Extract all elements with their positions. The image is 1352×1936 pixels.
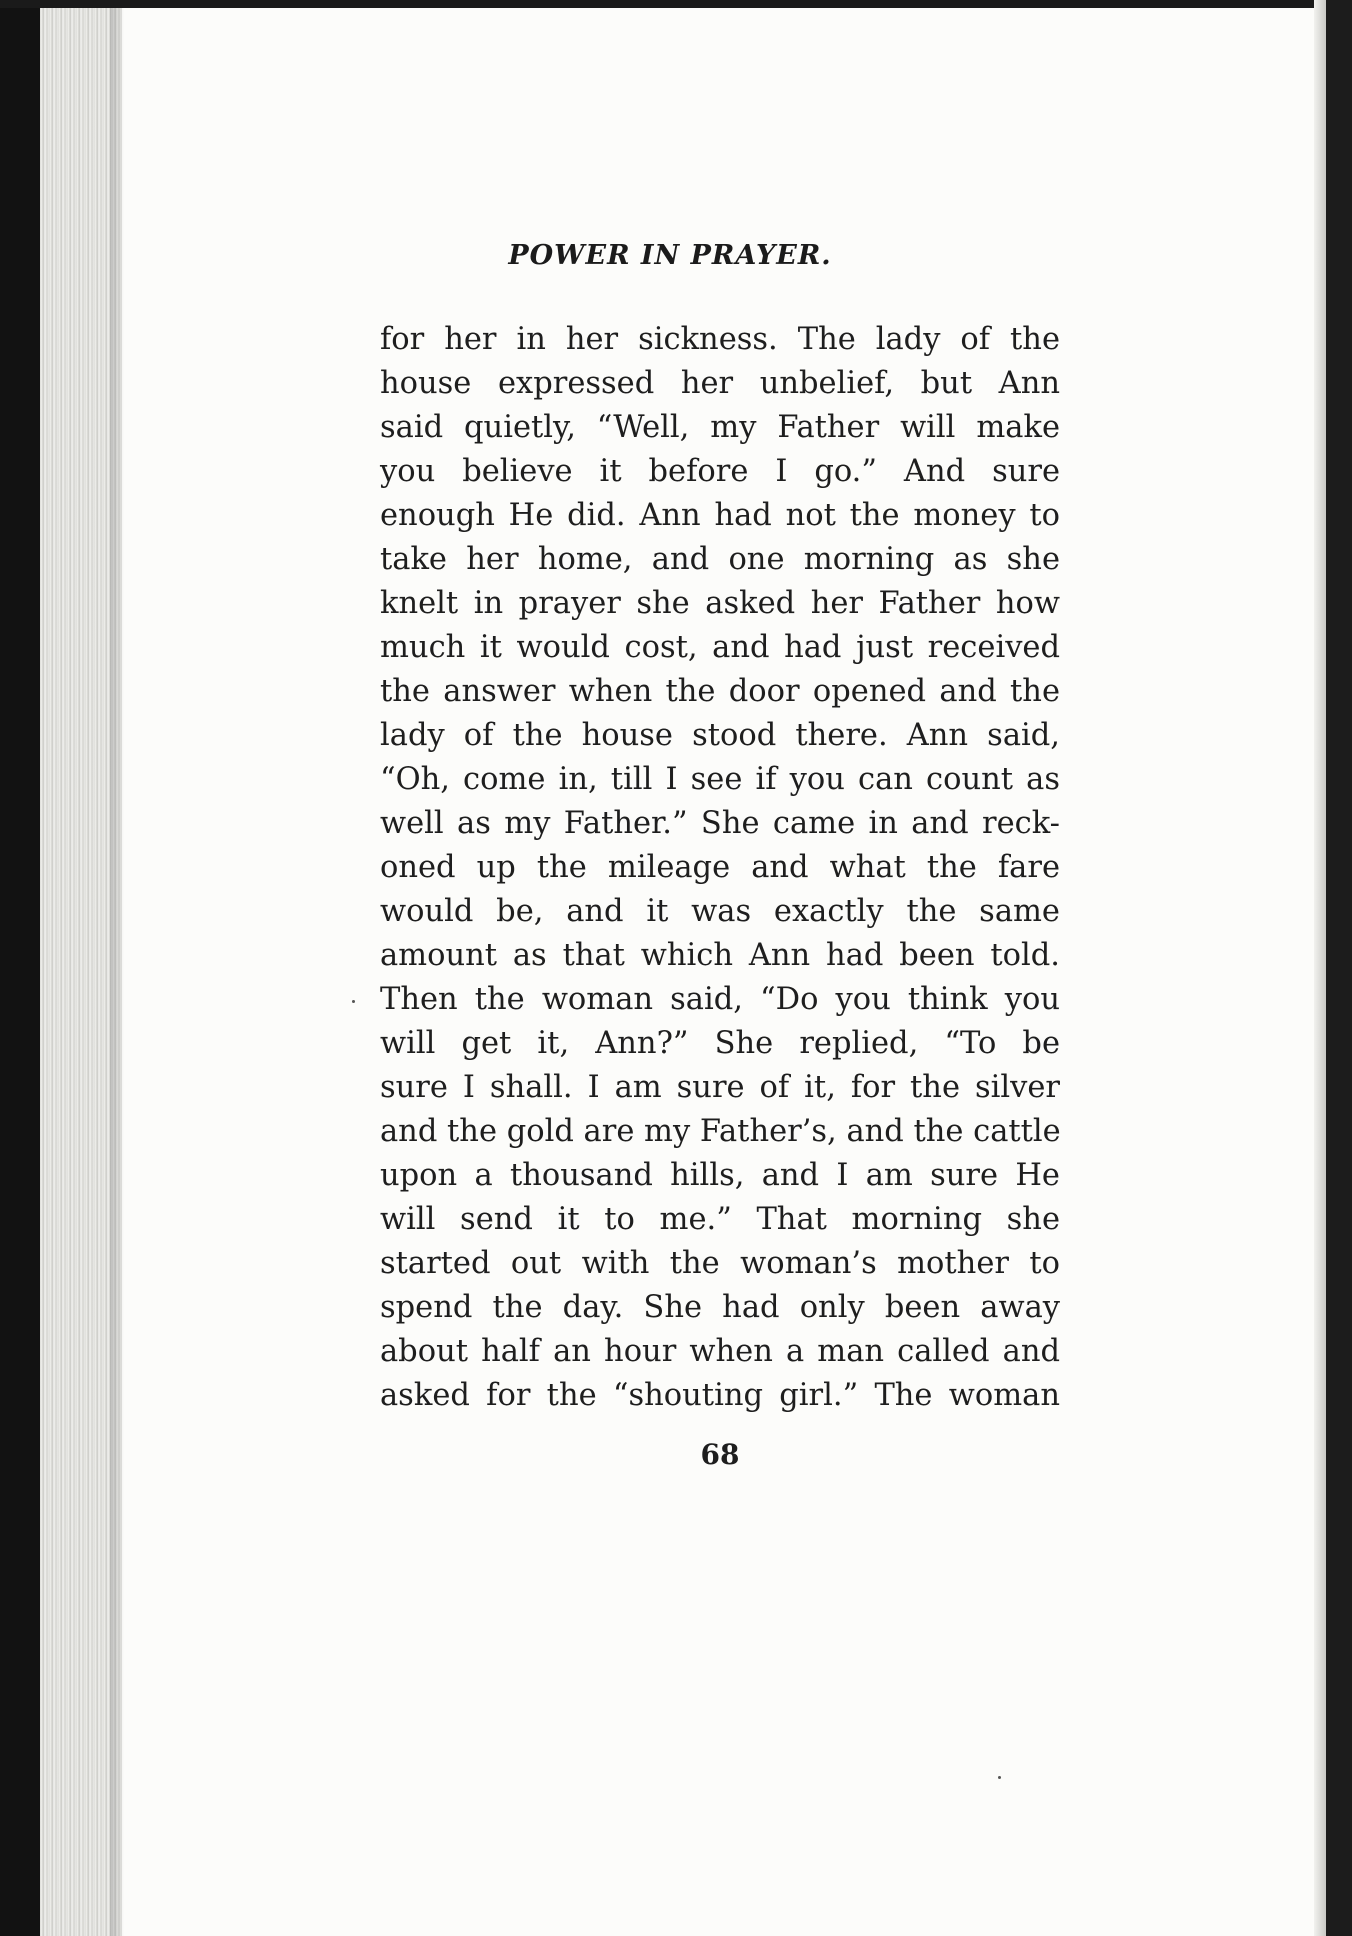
text-line: for her in her sickness. The lady of the [380, 322, 1060, 357]
right-border [1326, 0, 1352, 1936]
text-line: Then the woman said, “Do you think you [380, 982, 1060, 1017]
text-line: amount as that which Ann had been told. [380, 938, 1060, 973]
text-line: knelt in prayer she asked her Father how [380, 586, 1060, 621]
text-line: well as my Father.” She came in and reck- [380, 806, 1060, 841]
text-line: oned up the mileage and what the fare [380, 850, 1060, 885]
text-line: the answer when the door opened and the [380, 674, 1060, 709]
text-line: house expressed her unbelief, but Ann [380, 366, 1060, 401]
text-line: take her home, and one morning as she [380, 542, 1060, 577]
text-line: asked for the “shouting girl.” The woman [380, 1378, 1060, 1413]
right-page-edge [1314, 0, 1326, 1936]
paper-speck [998, 1776, 1001, 1779]
text-line: lady of the house stood there. Ann said, [380, 718, 1060, 753]
gutter-shadow [110, 0, 124, 1936]
running-head: POWER IN PRAYER. [508, 240, 832, 271]
text-line: enough He did. Ann had not the money to [380, 498, 1060, 533]
text-line: upon a thousand hills, and I am sure He [380, 1158, 1060, 1193]
text-line: would be, and it was exactly the same [380, 894, 1060, 929]
paper-speck [352, 1000, 355, 1003]
text-line: much it would cost, and had just received [380, 630, 1060, 665]
text-line: “Oh, come in, till I see if you can count as [380, 762, 1060, 797]
text-line: sure I shall. I am sure of it, for the silver [380, 1070, 1060, 1105]
text-line: will get it, Ann?” She replied, “To be [380, 1026, 1060, 1061]
text-line: about half an hour when a man called and [380, 1334, 1060, 1369]
text-line: will send it to me.” That morning she [380, 1202, 1060, 1237]
text-line: spend the day. She had only been away [380, 1290, 1060, 1325]
page-number: 68 [700, 1438, 740, 1471]
body-text [380, 318, 1060, 1418]
text-line: you believe it before I go.” And sure [380, 454, 1060, 489]
book-binding [0, 0, 40, 1936]
text-line: said quietly, “Well, my Father will make [380, 410, 1060, 445]
text-line: started out with the woman’s mother to [380, 1246, 1060, 1281]
text-line: and the gold are my Father’s, and the cattle [380, 1114, 1061, 1149]
top-edge [0, 0, 1352, 8]
